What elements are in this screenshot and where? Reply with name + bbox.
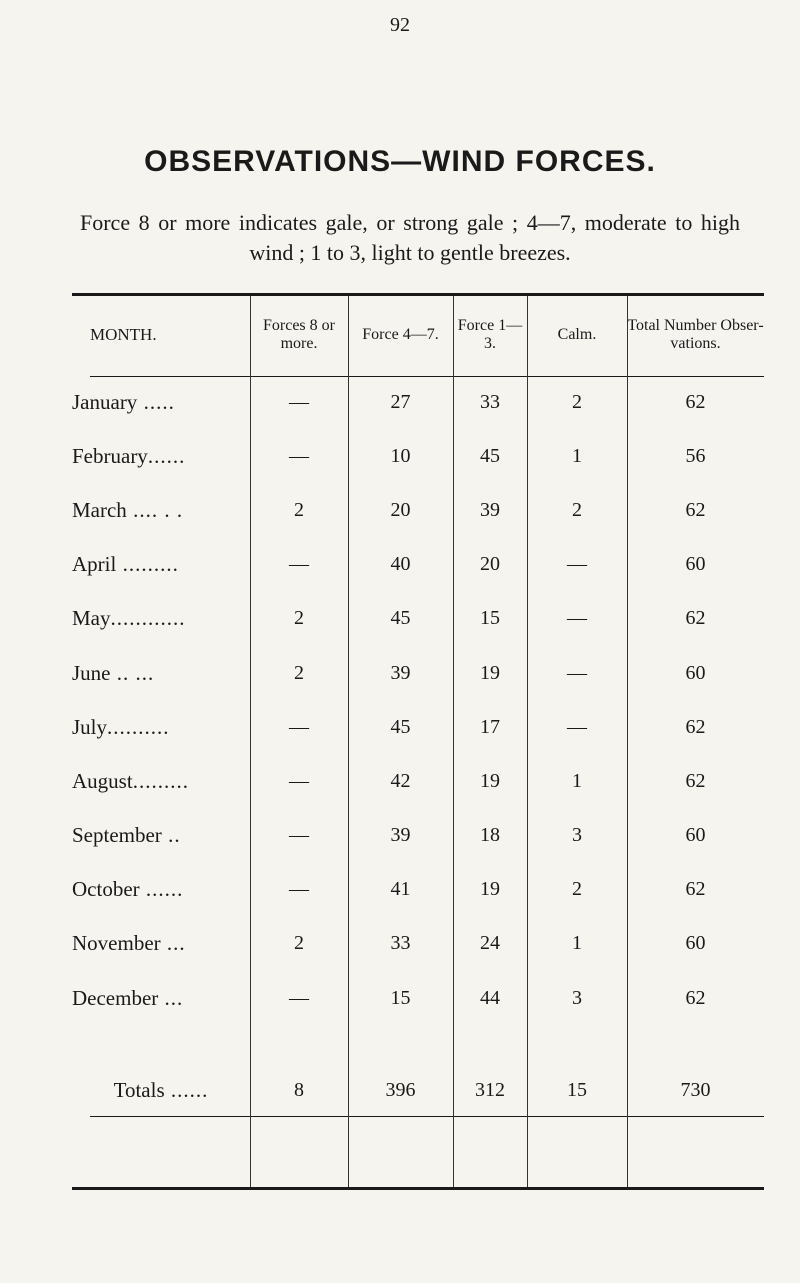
table-row <box>72 917 764 971</box>
month-cell <box>72 429 250 483</box>
calm-cell: — <box>567 661 587 684</box>
force-4-7-cell: 41 <box>390 878 411 901</box>
month-cell <box>72 971 250 1025</box>
total-force-4-7: 396 <box>385 1078 416 1101</box>
table-row <box>72 754 764 808</box>
calm-cell: 1 <box>572 444 582 467</box>
page-title: OBSERVATIONS—WIND FORCES. <box>144 145 656 178</box>
calm-cell: 2 <box>572 878 582 901</box>
header-total: Total Number Obser-vations. <box>627 317 764 352</box>
header-force-4-7: Force 4—7. <box>362 326 439 343</box>
dot-leader: .. <box>161 823 181 848</box>
table-row <box>72 483 764 537</box>
calm-cell: — <box>567 715 587 738</box>
table-row <box>72 429 764 483</box>
force-4-7-cell: 40 <box>390 553 411 576</box>
spacer-cell <box>72 1025 250 1055</box>
force-1-3-cell: 19 <box>480 878 500 901</box>
forces-8-cell: — <box>289 986 309 1009</box>
forces-8-cell: 2 <box>294 932 304 955</box>
forces-8-cell: 2 <box>294 661 304 684</box>
month-cell <box>72 375 250 429</box>
force-1-3-cell: 17 <box>480 715 500 738</box>
total-cell: 60 <box>685 932 706 955</box>
page-number: 92 <box>390 14 410 36</box>
force-1-3-cell: 33 <box>480 390 500 413</box>
month-label: March <box>72 497 127 522</box>
dot-leader: ... <box>158 985 184 1010</box>
dot-leader: ......... <box>132 768 189 793</box>
calm-cell: 1 <box>572 769 582 792</box>
table-bottom-rule <box>72 1187 764 1190</box>
forces-8-cell: — <box>289 769 309 792</box>
table-row <box>72 646 764 700</box>
table-row <box>72 863 764 917</box>
calm-cell: 3 <box>572 824 582 847</box>
table-header-row <box>72 295 764 375</box>
dot-leader: .......... <box>107 714 170 739</box>
total-force-1-3: 312 <box>475 1078 505 1101</box>
force-1-3-cell: 44 <box>480 986 500 1009</box>
month-label: July <box>72 714 108 739</box>
month-label: November <box>72 931 161 956</box>
forces-8-cell: — <box>289 553 309 576</box>
force-4-7-cell: 10 <box>390 444 411 467</box>
header-month: MONTH. <box>90 325 157 344</box>
dot-leader: ............ <box>110 606 186 631</box>
forces-8-cell: — <box>289 824 309 847</box>
forces-8-cell: — <box>289 715 309 738</box>
total-cell: 62 <box>685 715 706 738</box>
month-label: January <box>72 389 138 414</box>
dot-leader: ... <box>160 931 186 956</box>
table-row <box>72 809 764 863</box>
month-cell <box>72 646 250 700</box>
table-row <box>72 592 764 646</box>
spacer-cell <box>250 1025 348 1055</box>
month-cell <box>72 809 250 863</box>
calm-cell: 2 <box>572 498 582 521</box>
force-4-7-cell: 45 <box>390 715 411 738</box>
spacer-row <box>72 1025 764 1055</box>
month-cell <box>72 700 250 754</box>
forces-8-cell: 2 <box>294 607 304 630</box>
forces-8-cell: 2 <box>294 498 304 521</box>
force-1-3-cell: 20 <box>480 553 500 576</box>
force-4-7-cell: 39 <box>390 661 411 684</box>
total-observations: 730 <box>680 1078 711 1101</box>
force-1-3-cell: 39 <box>480 498 500 521</box>
totals-row <box>72 1055 764 1125</box>
calm-cell: — <box>567 607 587 630</box>
calm-cell: — <box>567 553 587 576</box>
force-1-3-cell: 15 <box>480 607 500 630</box>
header-calm: Calm. <box>557 326 597 343</box>
total-forces-8: 8 <box>294 1078 304 1101</box>
dot-leader: ...... <box>147 443 186 468</box>
total-cell: 62 <box>685 607 706 630</box>
month-label: May <box>72 606 111 631</box>
dot-leader: ...... <box>164 1077 209 1102</box>
month-cell <box>72 538 250 592</box>
spacer-cell <box>453 1025 527 1055</box>
forces-8-cell: — <box>289 444 309 467</box>
total-cell: 62 <box>685 878 706 901</box>
calm-cell: 2 <box>572 390 582 413</box>
total-cell: 60 <box>685 824 706 847</box>
force-legend-note: Force 8 or more indicates gale, or strong gale ; 4—7, moderate to high wind ; 1 to 3, light to gentle breezes. <box>80 210 740 265</box>
force-1-3-cell: 18 <box>480 824 500 847</box>
force-4-7-cell: 39 <box>390 824 411 847</box>
total-cell: 62 <box>685 769 706 792</box>
total-cell: 60 <box>685 661 706 684</box>
force-1-3-cell: 45 <box>480 444 500 467</box>
total-calm: 15 <box>567 1078 587 1101</box>
spacer-cell <box>348 1025 453 1055</box>
force-4-7-cell: 15 <box>390 986 411 1009</box>
force-4-7-cell: 27 <box>390 390 411 413</box>
force-4-7-cell: 33 <box>390 932 411 955</box>
month-cell <box>72 592 250 646</box>
month-label: August <box>72 768 133 793</box>
total-cell: 62 <box>685 986 706 1009</box>
force-1-3-cell: 19 <box>480 661 500 684</box>
spacer-cell <box>627 1025 764 1055</box>
header-force-1-3: Force 1—3. <box>457 317 523 352</box>
month-label: February <box>72 443 148 468</box>
dot-leader: .... . . <box>126 497 184 522</box>
month-label: April <box>72 552 117 577</box>
forces-8-cell: — <box>289 878 309 901</box>
month-cell <box>72 754 250 808</box>
totals-label: Totals <box>113 1077 165 1102</box>
calm-cell: 1 <box>572 932 582 955</box>
total-cell: 56 <box>685 444 706 467</box>
wind-forces-table <box>72 295 764 1125</box>
force-4-7-cell: 42 <box>390 769 411 792</box>
force-4-7-cell: 45 <box>390 607 411 630</box>
dot-leader: ......... <box>116 552 179 577</box>
dot-leader: ...... <box>139 877 184 902</box>
header-forces-8: Forces 8 or more. <box>263 317 335 352</box>
spacer-cell <box>527 1025 627 1055</box>
month-cell <box>72 483 250 537</box>
table-row <box>72 375 764 429</box>
calm-cell: 3 <box>572 986 582 1009</box>
force-4-7-cell: 20 <box>390 498 411 521</box>
total-cell: 62 <box>685 390 706 413</box>
table-row <box>72 700 764 754</box>
month-cell <box>72 863 250 917</box>
total-cell: 60 <box>685 553 706 576</box>
month-label: September <box>72 823 162 848</box>
month-label: December <box>72 985 159 1010</box>
forces-8-cell: — <box>289 390 309 413</box>
month-label: October <box>72 877 140 902</box>
total-cell: 62 <box>685 498 706 521</box>
table-row <box>72 971 764 1025</box>
month-label: June <box>72 660 111 685</box>
totals-label-cell <box>72 1055 250 1125</box>
table-row <box>72 538 764 592</box>
dot-leader: ..... <box>137 389 175 414</box>
month-cell <box>72 917 250 971</box>
force-1-3-cell: 24 <box>480 932 500 955</box>
dot-leader: .. ... <box>110 660 155 685</box>
force-1-3-cell: 19 <box>480 769 500 792</box>
